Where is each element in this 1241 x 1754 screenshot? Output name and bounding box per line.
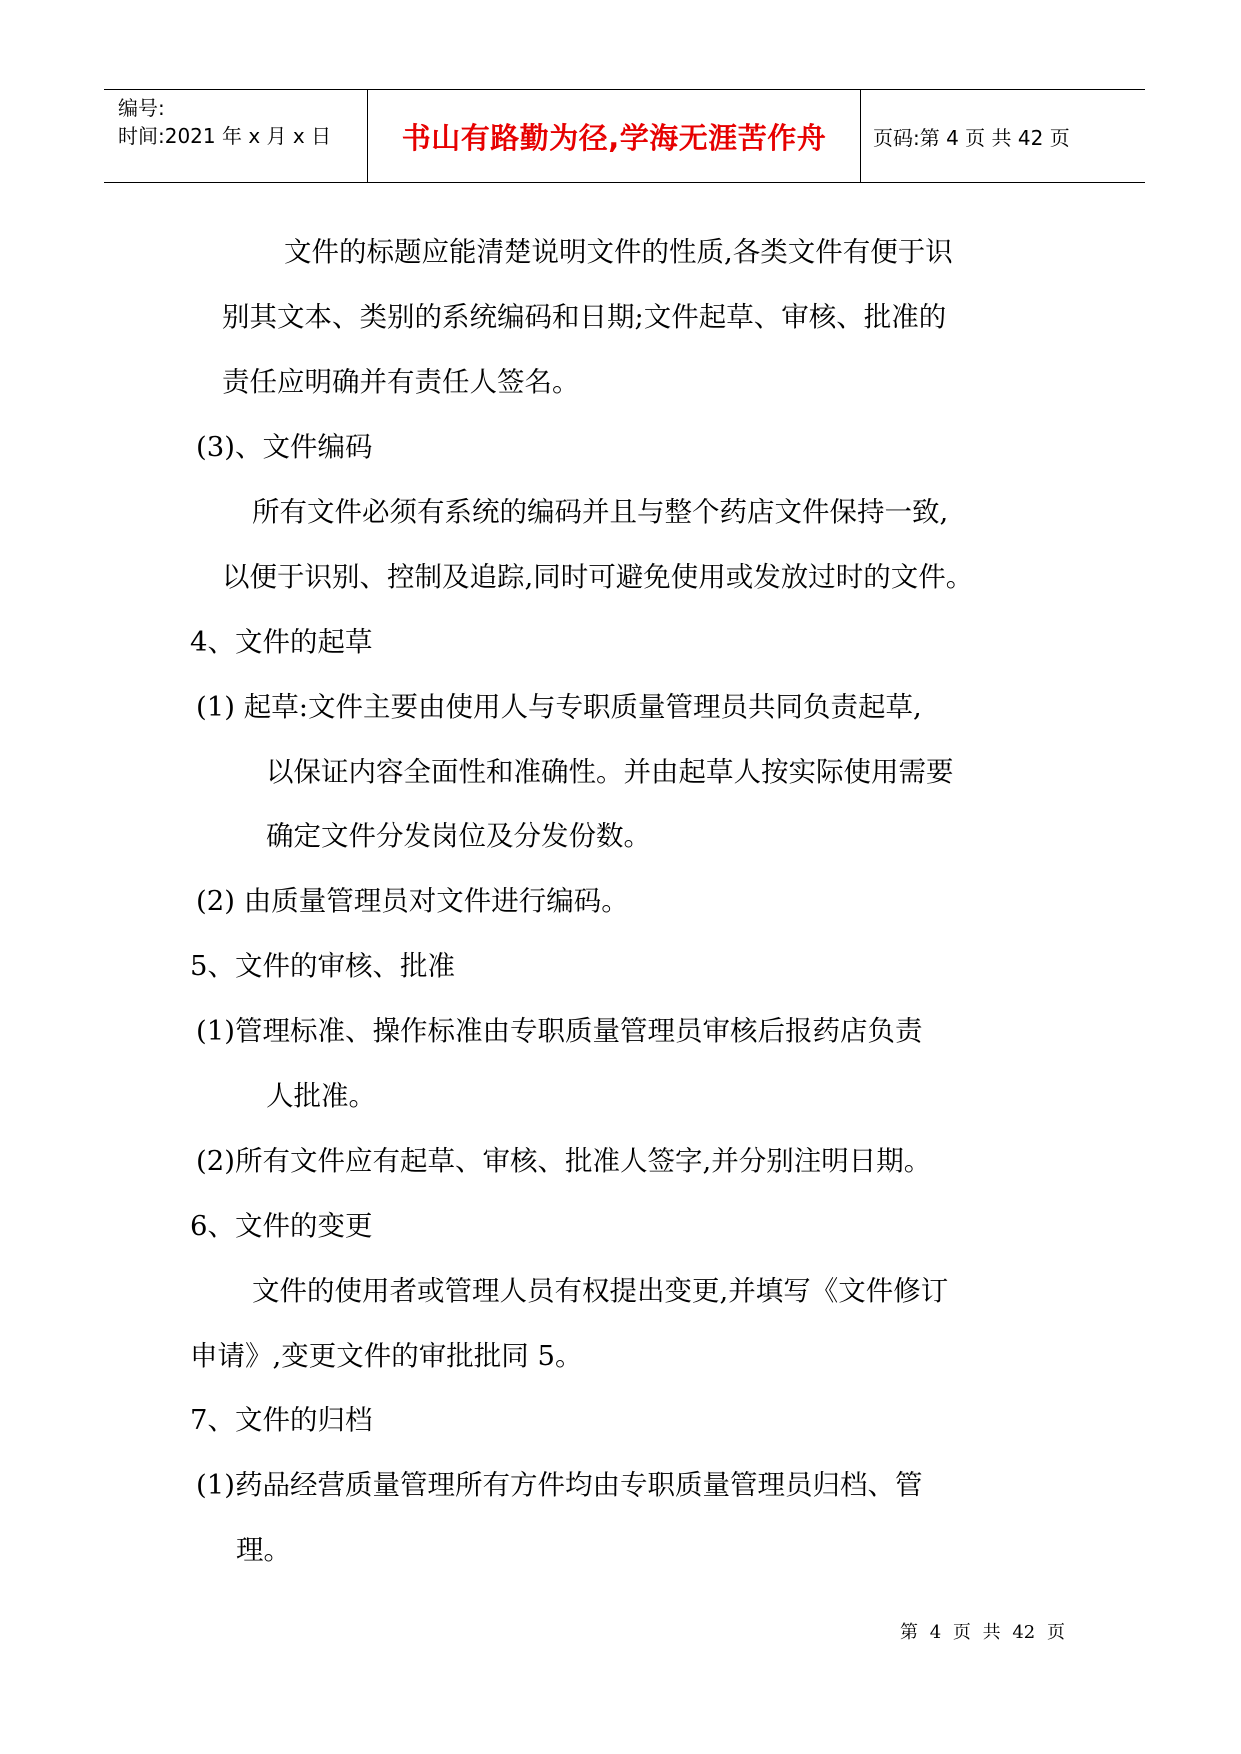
subsection-heading: (3)、文件编码 — [196, 431, 373, 463]
section-heading: 7、文件的归档 — [190, 1404, 373, 1436]
list-item-continuation: 确定文件分发岗位及分发份数。 — [266, 820, 651, 852]
list-item-continuation: 理。 — [236, 1534, 291, 1566]
header-motto-cell — [368, 90, 861, 182]
header-meta — [104, 90, 368, 182]
paragraph-line: 文件的使用者或管理人员有权提出变更,并填写《文件修订 — [252, 1275, 949, 1307]
list-item-continuation: 人批准。 — [266, 1080, 376, 1112]
list-item: (1)药品经营质量管理所有方件均由专职质量管理员归档、管 — [196, 1469, 923, 1501]
section-heading: 6、文件的变更 — [190, 1210, 373, 1242]
paragraph-line: 责任应明确并有责任人签名。 — [222, 366, 580, 398]
list-item: (1)管理标准、操作标准由专职质量管理员审核后报药店负责 — [196, 1015, 923, 1047]
header-motto: 书山有路勤为径,学海无涯苦作舟 — [401, 120, 827, 155]
list-item: (1) 起草:文件主要由使用人与专职质量管理员共同负责起草, — [196, 691, 922, 723]
list-item: (2)所有文件应有起草、审核、批准人签字,并分别注明日期。 — [196, 1145, 932, 1177]
section-heading: 5、文件的审核、批准 — [190, 950, 455, 982]
header-page-cell — [861, 90, 1145, 182]
paragraph-line: 申请》,变更文件的审批批同 5。 — [190, 1340, 583, 1372]
section-heading: 4、文件的起草 — [190, 626, 373, 658]
page-footer: 第 4 页 共 42 页 — [900, 1622, 1065, 1643]
paragraph-line: 以便于识别、控制及追踪,同时可避免使用或发放过时的文件。 — [222, 561, 974, 593]
list-item-continuation: 以保证内容全面性和准确性。并由起草人按实际使用需要 — [266, 756, 954, 788]
paragraph-line: 文件的标题应能清楚说明文件的性质,各类文件有便于识 — [284, 236, 953, 268]
page-header — [104, 89, 1145, 183]
list-item: (2) 由质量管理员对文件进行编码。 — [196, 885, 629, 917]
paragraph-line: 所有文件必须有系统的编码并且与整个药店文件保持一致, — [252, 496, 949, 528]
paragraph-line: 别其文本、类别的系统编码和日期;文件起草、审核、批准的 — [222, 301, 947, 333]
header-page-number: 页码:第 4 页 共 42 页 — [873, 125, 1070, 150]
serial-label: 编号: — [118, 96, 165, 120]
time-label: 时间:2021 年 x 月 x 日 — [118, 124, 332, 148]
